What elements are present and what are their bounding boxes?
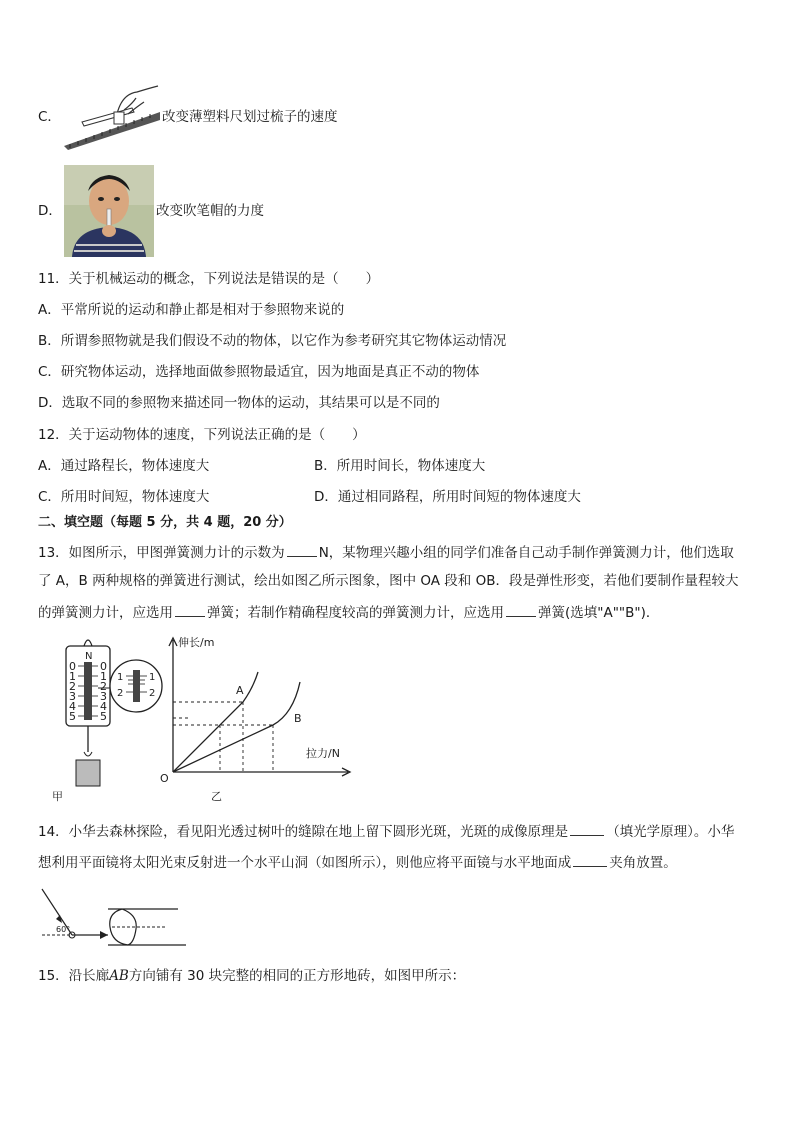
label-yi: 乙 xyxy=(211,790,222,803)
q13-line-3 xyxy=(38,602,659,622)
q12-option-b: B．所用时间长，物体速度大 xyxy=(314,458,486,474)
option-c-text: 改变薄塑料尺划过梳子的速度 xyxy=(162,109,338,125)
q13-line-1b: N，某物理兴趣小组的同学们准备自己动手制作弹簧测力计，他们选取 xyxy=(318,545,734,561)
scale-left-3: 3 xyxy=(69,690,76,703)
scale-n-label: N xyxy=(85,651,93,662)
zoom-right-2: 2 xyxy=(149,688,156,699)
scale-left-1: 1 xyxy=(69,670,76,683)
q14-line-1a: 14．小华去森林探险，看见阳光透过树叶的缝隙在地上留下圆形光斑，光斑的成像原理是 xyxy=(38,824,569,840)
scale-right-4: 4 xyxy=(100,700,107,713)
scale-left-4: 4 xyxy=(69,700,76,713)
y-axis-label: 伸长/m xyxy=(178,636,215,649)
q14-line-2a: 想利用平面镜将太阳光束反射进一个水平山洞（如图所示），则他应将平面镜与水平地面成 xyxy=(38,855,572,871)
q14-line-1b: （填光学原理）。小华 xyxy=(606,824,735,840)
q13-blank-1[interactable] xyxy=(287,542,317,557)
curve-a-label: A xyxy=(236,684,244,697)
q15-text-a: 15．沿长廊 xyxy=(38,968,110,984)
label-jia: 甲 xyxy=(52,790,63,803)
section-2-title: 二、填空题（每题 5 分，共 4 题，20 分） xyxy=(38,515,292,530)
zoom-left-2: 2 xyxy=(117,688,124,699)
q12-option-c: C．所用时间短，物体速度大 xyxy=(38,489,210,505)
q15-ab: AB xyxy=(109,968,129,984)
q11-option-d: D．选取不同的参照物来描述同一物体的运动，其结果可以是不同的 xyxy=(38,395,440,411)
q11-option-b: B．所谓参照物就是我们假设不动的物体，以它作为参考研究其它物体运动情况 xyxy=(38,333,507,349)
q14-line-2b: 夹角放置。 xyxy=(609,855,677,871)
spring-scale-figure xyxy=(48,632,378,807)
scale-right-5: 5 xyxy=(100,710,107,723)
scale-left-0: 0 xyxy=(69,660,76,673)
q13-line-2: 了 A，B 两种规格的弹簧进行测试，绘出如图乙所示图象，图中 OA 段和 OB．段是弹性形变，若他们要制作量程较大 xyxy=(38,573,739,589)
scale-right-2: 2 xyxy=(100,680,107,693)
q14-line-1 xyxy=(38,821,734,841)
x-axis-label: 拉力/N xyxy=(306,747,340,760)
option-c-label: C． xyxy=(38,109,61,125)
q12-option-d: D．通过相同路程，所用时间短的物体速度大 xyxy=(314,489,581,505)
q15-line xyxy=(38,967,465,985)
zoom-right-1: 1 xyxy=(149,672,156,683)
q13-line-1 xyxy=(38,542,734,562)
angle-label: 60° xyxy=(56,925,71,934)
scale-right-1: 1 xyxy=(100,670,107,683)
scale-left-2: 2 xyxy=(69,680,76,693)
origin-label: O xyxy=(160,772,169,785)
q14-blank-1[interactable] xyxy=(570,821,604,836)
boy-blowing-pen-cap-photo xyxy=(64,165,154,257)
q13-blank-2[interactable] xyxy=(175,602,205,617)
zoom-left-1: 1 xyxy=(117,672,124,683)
option-d-text: 改变吹笔帽的力度 xyxy=(156,203,264,219)
scale-left-5: 5 xyxy=(69,710,76,723)
q12-stem: 12．关于运动物体的速度，下列说法正确的是（ ） xyxy=(38,427,366,443)
q13-line-3a: 的弹簧测力计，应选用 xyxy=(38,605,173,621)
q11-option-c: C．研究物体运动，选择地面做参照物最适宜，因为地面是真正不动的物体 xyxy=(38,364,480,380)
q11-option-a: A．平常所说的运动和静止都是相对于参照物来说的 xyxy=(38,302,345,318)
q11-stem: 11．关于机械运动的概念，下列说法是错误的是（ ） xyxy=(38,271,380,287)
q13-blank-3[interactable] xyxy=(506,602,536,617)
comb-ruler-figure xyxy=(62,84,162,152)
curve-b-label: B xyxy=(294,712,302,725)
q13-line-3b: 弹簧；若制作精确程度较高的弹簧测力计，应选用 xyxy=(207,605,504,621)
q15-text-b: 方向铺有 30 块完整的相同的正方形地砖，如图甲所示： xyxy=(128,968,466,984)
option-d-label: D． xyxy=(38,203,62,219)
q14-line-2 xyxy=(38,852,677,872)
q14-blank-2[interactable] xyxy=(573,852,607,867)
q13-line-3c: 弹簧(选填"A""B")． xyxy=(538,605,660,621)
q12-option-a: A．通过路程长，物体速度大 xyxy=(38,458,210,474)
scale-right-3: 3 xyxy=(100,690,107,703)
mirror-cave-figure xyxy=(38,885,188,950)
scale-right-0: 0 xyxy=(100,660,107,673)
q13-line-1a: 13．如图所示，甲图弹簧测力计的示数为 xyxy=(38,545,285,561)
